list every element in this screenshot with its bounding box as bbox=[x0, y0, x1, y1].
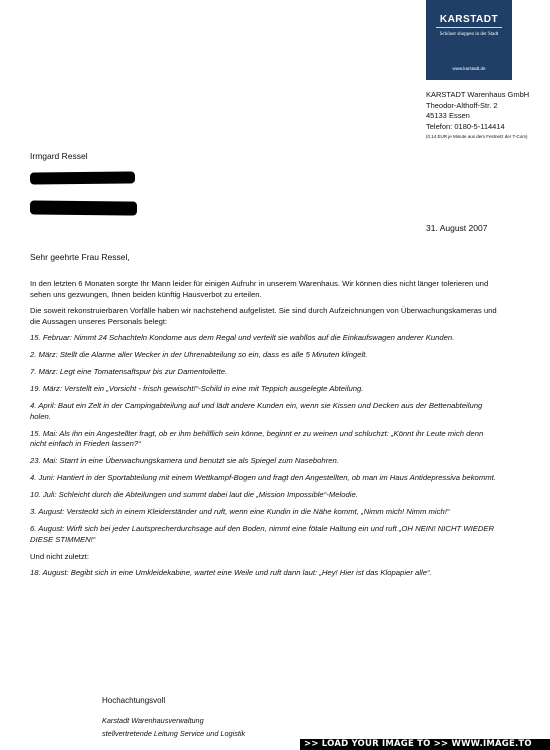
incident: 7. März: Legt eine Tomatensaftspur bis zur Damentoilette. bbox=[30, 367, 228, 376]
incident: 2. März: Stellt die Alarme aller Wecker in der Uhrenabteilung so ein, dass es alle 5 Minuten klingelt. bbox=[30, 350, 368, 359]
paragraph: In den letzten 6 Monaten sorgte Ihr Mann leider für einigen Aufruhr in unserem Warenhaus. Wir können dies nicht länger tolerieren und sehen uns gezwungen, Ihnen beiden künftig Hausverbot zu erteilen. bbox=[30, 279, 489, 299]
company-phone-note: (0,14 EUR je Minute aus dem Festnetz der T-Com) bbox=[426, 134, 528, 139]
logo-url: www.karstadt.de bbox=[452, 66, 486, 71]
redacted-address-line-1 bbox=[30, 171, 135, 184]
incident: 4. April: Baut ein Zelt in der Campingabteilung auf und lädt andere Kunden ein, wenn sie Kissen und Decken aus der Bettenabteilung holen. bbox=[30, 401, 483, 421]
logo-claim: Schöner shoppen in der Stadt bbox=[439, 32, 499, 37]
signature-line-1: Karstadt Warenhausverwaltung bbox=[102, 716, 204, 725]
recipient-name: Irmgard Ressel bbox=[30, 151, 88, 161]
redacted-address-line-2 bbox=[30, 200, 137, 215]
closing: Hochachtungsvoll bbox=[102, 696, 166, 705]
karstadt-logo bbox=[426, 0, 512, 80]
incident: 3. August: Versteckt sich in einem Kleiderständer und ruft, wenn eine Kundin in die Nähe kommt, „Nimm mich! Nimm mich!“ bbox=[30, 507, 450, 516]
image-host-watermark bbox=[300, 739, 550, 750]
signature-line-2: stellvertretende Leitung Service und Logistik bbox=[102, 729, 246, 738]
incident: 10. Juli: Schleicht durch die Abteilungen und summt dabei laut die „Mission Impossible“-Melodie. bbox=[30, 490, 358, 499]
logo-brand: KARSTADT bbox=[439, 14, 499, 25]
company-name: KARSTADT Warenhaus GmbH bbox=[426, 90, 530, 99]
incident: 4. Juni: Hantiert in der Sportabteilung mit einem Wettkampf-Bogen und fragt den Angestellten, ob man im Haus Antidepressiva bekommt. bbox=[30, 473, 496, 482]
incident: 19. März: Verstellt ein „Vorsicht - frisch gewischt!“-Schild in eine mit Teppich ausgelegte Abteilung. bbox=[30, 384, 364, 393]
salutation: Sehr geehrte Frau Ressel, bbox=[30, 252, 130, 262]
incident: 6. August: Wirft sich bei jeder Lautsprecherdurchsage auf den Boden, nimmt eine fötale Haltung ein und ruft „OH NEIN! NICHT WIEDER DIESE STIMMEN!“ bbox=[30, 524, 495, 544]
company-street: Theodor-Althoff-Str. 2 bbox=[426, 100, 498, 110]
letter-date: 31. August 2007 bbox=[426, 223, 488, 233]
paragraph: Die soweit rekonstruierbaren Vorfälle haben wir nachstehend aufgelistet. Sie sind durch Aufzeichnungen von Überwachungskameras und die Aussagen unseres Personals belegt: bbox=[30, 306, 497, 326]
logo-divider bbox=[436, 27, 502, 28]
final-incident: 18. August: Begibt sich in eine Umkleidekabine, wartet eine Weile und ruft dann laut: „Hey! Hier ist das Klopapier alle“. bbox=[30, 568, 432, 577]
transition-text: Und nicht zuletzt: bbox=[30, 551, 89, 561]
company-address bbox=[426, 90, 529, 140]
letter-body bbox=[30, 279, 500, 585]
incident: 23. Mai: Starrt in eine Überwachungskamera und benutzt sie als Spiegel zum Nasebohren. bbox=[30, 456, 339, 465]
company-phone: Telefon: 0180-5-114414 bbox=[426, 121, 505, 131]
company-city: 45133 Essen bbox=[426, 111, 470, 120]
incident: 15. Mai: Als ihn ein Angestellter fragt, ob er ihm behilflich sein könne, beginnt er zu weinen und schluchzt: „Könnt ihr Leute mich denn nicht einfach in Frieden lassen?“ bbox=[30, 428, 484, 448]
incident: 15. Februar: Nimmt 24 Schachteln Kondome aus dem Regal und verteilt sie wahllos auf die Einkaufswagen anderer Kunden. bbox=[30, 333, 455, 342]
watermark-text: >> LOAD YOUR IMAGE TO >> WWW.IMAGE.TO bbox=[304, 739, 532, 749]
